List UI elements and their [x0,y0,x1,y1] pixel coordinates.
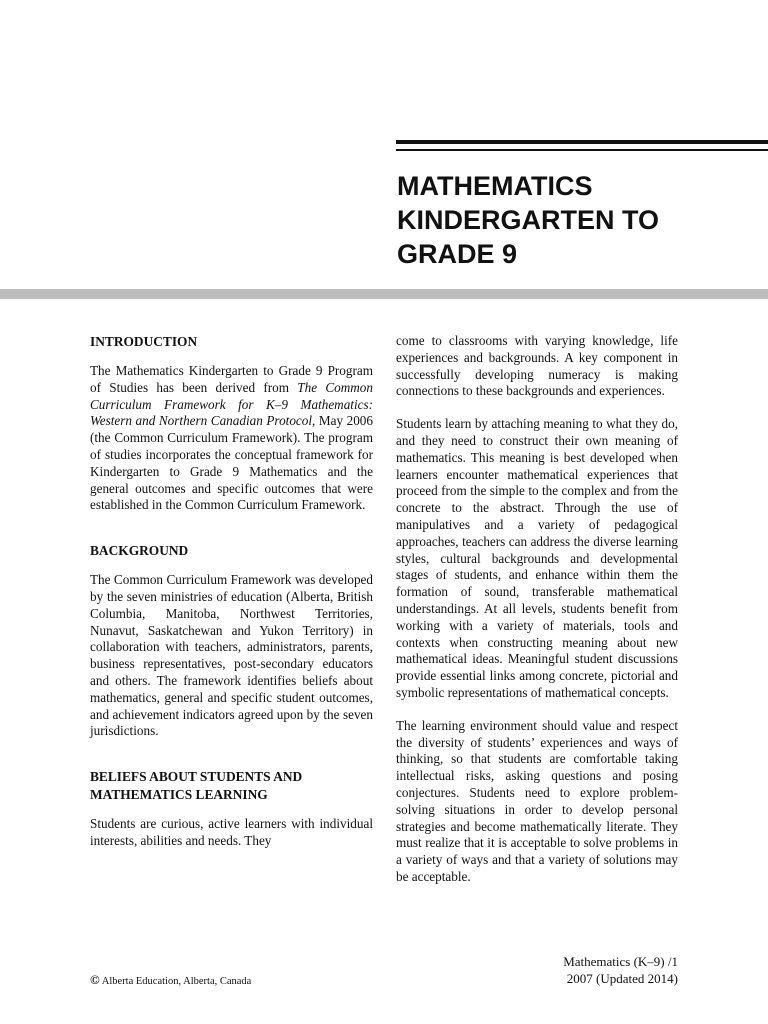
framework-title-italic: The Common Curriculum Framework for K–9 Mathematics: Western and Northern Canadian Protocol [90,379,373,429]
copyright-text: Alberta Education, Alberta, Canada [99,976,252,987]
introduction-paragraph [90,363,373,514]
title-line-1: MATHEMATICS [397,171,593,201]
right-column [396,333,678,886]
publication-date: 2007 (Updated 2014) [566,971,678,986]
introduction-text-c: , May 2006 (the Common Curriculum Framework). The program of studies incorporates the conceptual framework for Kindergarten to Grade 9 Mathematics and the general outcomes and specific outcomes that were established in the Common Curriculum Framework. [90,413,373,513]
spacer [90,740,373,768]
beliefs-heading: BELIEFS ABOUT STUDENTS AND MATHEMATICS LEARNING [90,769,303,803]
copyright-icon: © [90,972,100,987]
page-reference: Mathematics (K–9) /1 [563,954,678,969]
spacer [90,514,373,542]
title-line-3: GRADE 9 [397,239,518,269]
section-divider-band [0,289,768,299]
beliefs-paragraph-2: Students learn by attaching meaning to what they do, and they need to construct their own meaning of mathematics. This meaning is best developed when learners encounter mathematical experiences that proceed from the simple to the complex and from the concrete to the abstract. Through the use of manipulatives and a variety of pedagogical approaches, teachers can address the diverse learning styles, cultural backgrounds and developmental stages of students, and enhance within them the formation of sound, transferable mathematical understandings. At all levels, students benefit from working with a variety of materials, tools and contexts when constructing meaning about new mathematical ideas. Meaningful student discussions provide essential links among concrete, pictorial and symbolic representations of mathematical concepts. [396,416,678,700]
title-line-2: KINDERGARTEN TO [397,205,660,235]
beliefs-paragraph-start: Students are curious, active learners with individual interests, abilities and needs. They [90,816,373,848]
title-rule-thick [396,140,768,144]
beliefs-paragraph-3: The learning environment should value and respect the diversity of students’ experiences and ways of thinking, so that students are comfortable taking intellectual risks, asking questions and posing conjectures. Students need to explore problem-solving situations in order to develop personal strategies and become mathematically literate. They must realize that it is acceptable to solve problems in a variety of ways and that a variety of solutions may be acceptable. [396,717,678,884]
background-heading: BACKGROUND [90,543,189,559]
title-rule-thin [396,149,768,151]
introduction-text-a: The Mathematics Kindergarten to Grade 9 Program of Studies has been derived from [90,363,373,395]
page-footer [563,953,678,987]
introduction-heading: INTRODUCTION [90,334,198,349]
background-paragraph: The Common Curriculum Framework was developed by the seven ministries of education (Alberta, British Columbia, Manitoba, Northwest Territories, Nunavut, Saskatchewan and Yukon Territory) in collaboration with teachers, administrators, parents, business representatives, post-secondary educators and others. The framework identifies beliefs about mathematics, general and specific student outcomes, and achievement indicators agreed upon by the seven jurisdictions. [90,572,373,739]
copyright-footer [90,973,251,988]
beliefs-paragraph-continued: come to classrooms with varying knowledge, life experiences and backgrounds. A key component in successfully developing numeracy is making connections to these backgrounds and experiences. [396,333,678,399]
page-title [397,169,757,271]
left-column [90,333,373,850]
